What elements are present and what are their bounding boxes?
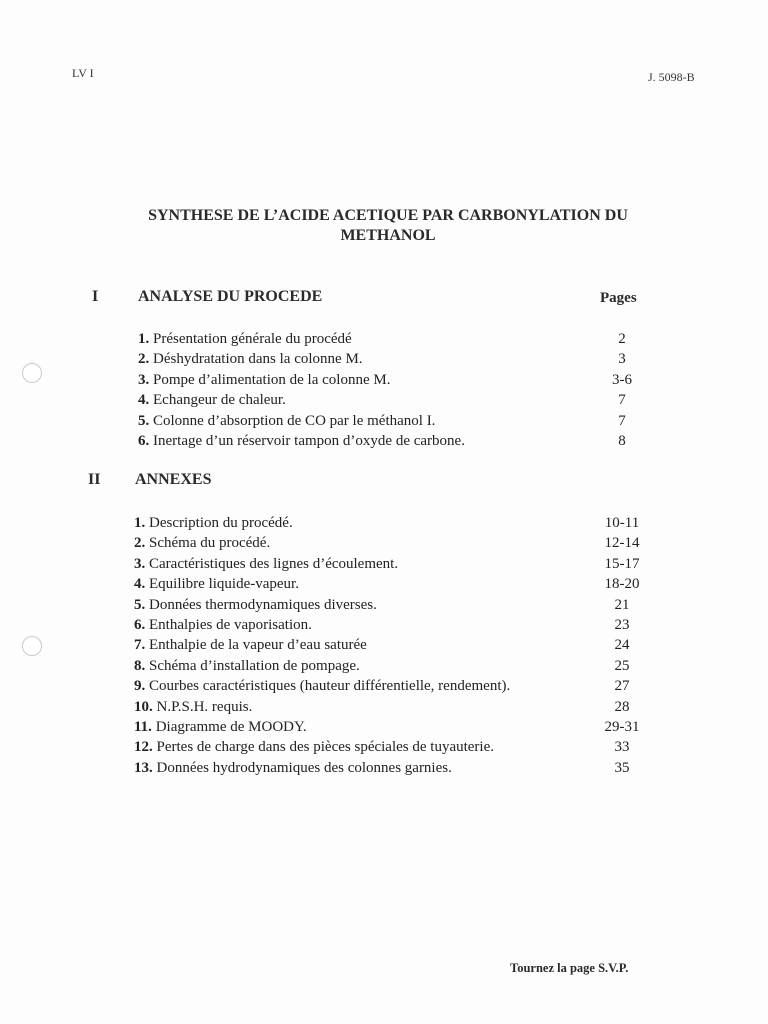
toc-entry-page: 7 [618, 412, 626, 429]
toc-entry-text [138, 411, 435, 431]
toc-entry-label: Pertes de charge dans des pièces spéciales de tuyauterie. [156, 739, 494, 756]
toc-entry-number: 9. [134, 678, 146, 695]
toc-entry [0, 390, 768, 410]
toc-entry-text [138, 370, 390, 390]
toc-entry-page: 25 [614, 657, 630, 674]
toc-entry-label: Enthalpies de vaporisation. [149, 616, 312, 633]
toc-entry-label: Données hydrodynamiques des colonnes garnies. [156, 759, 452, 776]
toc-entry-label: Diagramme de MOODY. [155, 718, 307, 735]
toc-entry-page: 27 [614, 678, 630, 695]
toc-entry-number: 2. [134, 535, 146, 552]
section-2-number: II [88, 471, 101, 488]
toc-entry [0, 595, 768, 615]
toc-entry-page: 35 [614, 759, 630, 776]
toc-entry [0, 656, 768, 676]
section-1-list [0, 329, 768, 451]
toc-entry-page: 24 [614, 637, 630, 654]
toc-entry [0, 431, 768, 451]
toc-entry-label: Echangeur de chaleur. [153, 392, 286, 409]
toc-entry [0, 737, 768, 757]
toc-entry-page: 3-6 [612, 371, 632, 388]
toc-entry-number: 6. [134, 616, 146, 633]
toc-entry-text [134, 513, 293, 533]
toc-entry [0, 533, 768, 553]
toc-entry-text [134, 656, 360, 676]
toc-entry-number: 4. [134, 576, 146, 593]
toc-entry-number: 1. [134, 515, 146, 531]
toc-entry-text [134, 574, 299, 594]
toc-entry-label: Inertage d’un réservoir tampon d’oxyde de carbone. [153, 432, 465, 449]
toc-entry-label: Schéma d’installation de pompage. [149, 657, 360, 674]
toc-entry-text [138, 349, 363, 369]
toc-entry-page: 3 [618, 351, 626, 368]
toc-entry-text [134, 554, 398, 574]
toc-entry [0, 554, 768, 574]
toc-entry-number: 5. [138, 412, 150, 429]
footer-turn-page: Tournez la page S.V.P. [510, 961, 629, 975]
toc-entry-number: 8. [134, 657, 146, 674]
toc-entry [0, 758, 768, 778]
toc-entry-number: 11. [134, 718, 152, 735]
toc-entry-label: N.P.S.H. requis. [156, 698, 253, 715]
toc-entry-label: Schéma du procédé. [149, 535, 271, 552]
toc-entry-text [134, 737, 494, 757]
toc-entry-page: 29-31 [604, 718, 640, 735]
section-1-title: ANALYSE DU PROCEDE [138, 288, 323, 305]
toc-entry-page: 8 [618, 432, 626, 449]
toc-entry-number: 7. [134, 637, 146, 654]
toc-entry-number: 1. [138, 331, 150, 347]
toc-entry-number: 12. [134, 739, 153, 756]
toc-entry-page: 2 [618, 331, 626, 347]
toc-entry-page: 33 [614, 739, 630, 756]
toc-entry-text [134, 615, 312, 635]
toc-entry-text [134, 697, 252, 717]
toc-entry-label: Enthalpie de la vapeur d’eau saturée [149, 637, 367, 654]
toc-entry [0, 370, 768, 390]
toc-entry-text [138, 329, 352, 349]
toc-entry [0, 676, 768, 696]
toc-entry-number: 10. [134, 698, 153, 715]
toc-entry-page: 15-17 [604, 555, 640, 572]
toc-entry-text [134, 533, 270, 553]
toc-entry-text [138, 390, 286, 410]
pages-column-header: Pages [600, 290, 637, 306]
header-reference-right: J. 5098-B [648, 70, 695, 84]
toc-entry-label: Colonne d’absorption de CO par le méthanol I. [153, 412, 436, 429]
toc-entry-page: 23 [614, 616, 630, 633]
toc-entry-page: 10-11 [604, 515, 640, 531]
toc-entry [0, 574, 768, 594]
document-title [88, 206, 688, 246]
header-reference-left: LV I [72, 66, 94, 80]
toc-entry-page: 12-14 [604, 535, 640, 552]
toc-entry-text [134, 717, 307, 737]
toc-entry-number: 3. [138, 371, 150, 388]
toc-entry-label: Données thermodynamiques diverses. [149, 596, 377, 613]
section-1-number: I [92, 288, 99, 305]
toc-entry [0, 349, 768, 369]
toc-entry-label: Pompe d’alimentation de la colonne M. [153, 371, 391, 388]
toc-entry-number: 3. [134, 555, 146, 572]
title-line-2: METHANOL [340, 227, 436, 244]
toc-entry [0, 615, 768, 635]
toc-entry-number: 6. [138, 432, 150, 449]
toc-entry-label: Présentation générale du procédé [153, 331, 352, 347]
toc-entry-label: Equilibre liquide-vapeur. [149, 576, 299, 593]
toc-entry-text [138, 431, 465, 451]
toc-entry-label: Description du procédé. [149, 515, 293, 531]
toc-entry-number: 13. [134, 759, 153, 776]
toc-entry-number: 2. [138, 351, 150, 368]
toc-entry-text [134, 635, 367, 655]
toc-entry [0, 635, 768, 655]
toc-entry-label: Déshydratation dans la colonne M. [153, 351, 363, 368]
toc-entry-page: 18-20 [604, 576, 640, 593]
toc-entry-text [134, 595, 377, 615]
toc-entry-page: 28 [614, 698, 630, 715]
title-line-1: SYNTHESE DE L’ACIDE ACETIQUE PAR CARBONYLATION DU [148, 207, 628, 224]
toc-entry-label: Courbes caractéristiques (hauteur différentielle, rendement). [149, 678, 511, 695]
toc-entry [0, 717, 768, 737]
toc-entry [0, 411, 768, 431]
section-2-title: ANNEXES [135, 471, 212, 488]
toc-entry-page: 21 [614, 596, 630, 613]
toc-entry-number: 4. [138, 392, 150, 409]
toc-entry-text [134, 758, 452, 778]
toc-entry-label: Caractéristiques des lignes d’écoulement. [149, 555, 399, 572]
toc-entry-text [134, 676, 510, 696]
toc-entry-page: 7 [618, 392, 626, 409]
toc-entry [0, 513, 768, 533]
toc-entry [0, 329, 768, 349]
section-2-list [0, 513, 768, 778]
toc-entry-number: 5. [134, 596, 146, 613]
toc-entry [0, 697, 768, 717]
